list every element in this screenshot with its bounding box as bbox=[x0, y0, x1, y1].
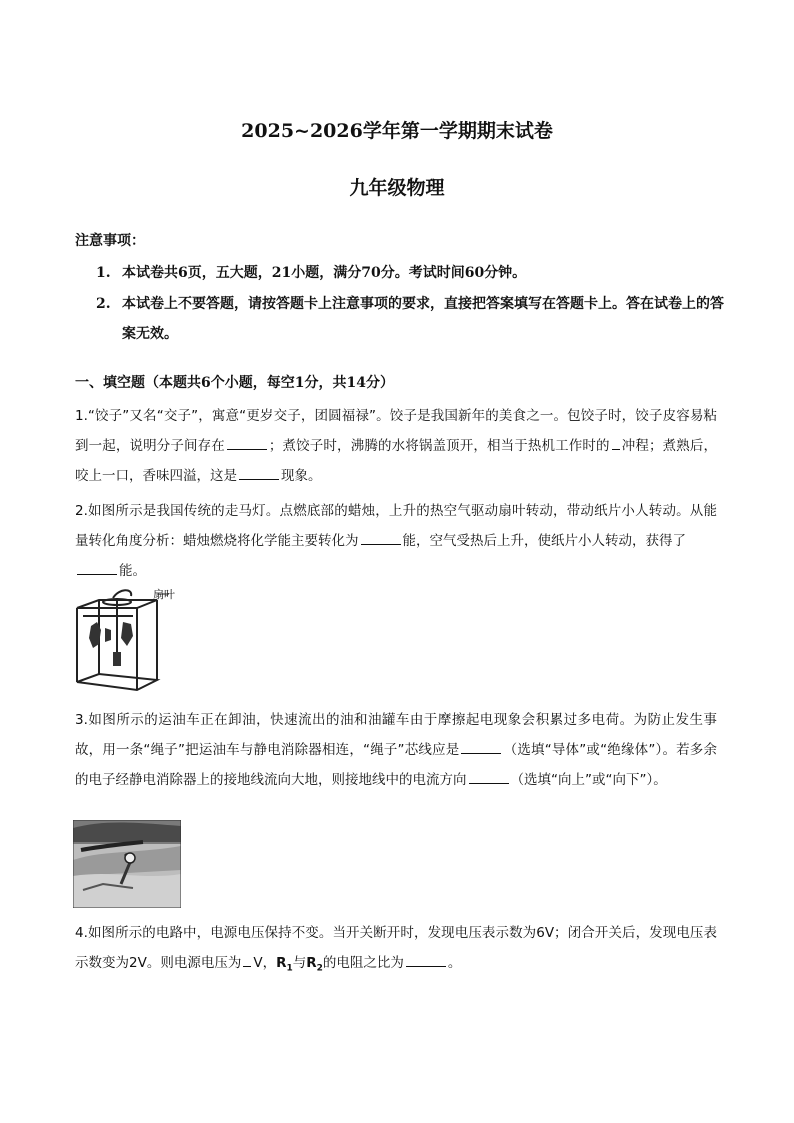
answer-blank bbox=[77, 559, 117, 575]
note-text: 本试卷共6页，五大题，21小题，满分70分。考试时间60分钟。 bbox=[122, 265, 527, 281]
answer-blank bbox=[612, 434, 620, 450]
q4-text-c: 的电阻之比为 bbox=[322, 955, 404, 971]
question-2 bbox=[75, 496, 717, 586]
q2-text-b: 能，空气受热后上升，使纸片小人转动，获得了 bbox=[402, 533, 686, 549]
r1-symbol: $R_1$ bbox=[276, 955, 293, 974]
fan-blade-label: 扇叶 bbox=[153, 589, 175, 601]
q4-text-a: 4.如图所示的电路中，电源电压保持不变。当开关断开时，发现电压表示数为6V；闭合开关后，发现电压表示数变为2V。则电源电压为 bbox=[75, 925, 717, 971]
note-text: 本试卷上不要答题，请按答题卡上注意事项的要求，直接把答案填写在答题卡上。答在试卷上的答案无效。 bbox=[122, 296, 724, 342]
q1-text-a: 1.“饺子”又名“交子”，寓意“更岁交子，团圆福禄”。饺子是我国新年的美食之一。包饺子时，饺子皮容易粘到一起，说明分子间存在 bbox=[75, 408, 717, 454]
section-heading: 一、填空题（本题共6个小题，每空1分，共14分） bbox=[75, 375, 394, 391]
question-3 bbox=[75, 705, 717, 795]
note-number: 1. bbox=[96, 265, 111, 281]
oil-truck-photo bbox=[73, 820, 181, 908]
q1-text-b: ；煮饺子时，沸腾的水将锅盖顶开，相当于热机工作时的 bbox=[268, 438, 610, 454]
answer-blank bbox=[227, 434, 267, 450]
answer-blank bbox=[469, 768, 509, 784]
q3-text-c: （选填“向上”或“向下”）。 bbox=[510, 772, 667, 788]
r2-symbol: $R_2$ bbox=[306, 955, 323, 974]
q2-text-c: 能。 bbox=[119, 563, 146, 579]
q3-text-b: （选填“导体”或“绝缘体”）。若多余的电子经静电消除器上的接地线流向大地，则接地线中的电流方向 bbox=[75, 742, 717, 788]
notes-heading: 注意事项： bbox=[75, 233, 145, 249]
q4-text-b: V， bbox=[253, 955, 277, 971]
lantern-figure bbox=[73, 586, 185, 698]
q4-text-d: 。 bbox=[447, 955, 462, 971]
note-item-1 bbox=[96, 258, 726, 288]
answer-blank bbox=[243, 951, 251, 967]
note-item-2 bbox=[96, 289, 726, 349]
q1-text-c: 冲程；煮熟后，咬上一口，香味四溢，这是 bbox=[75, 438, 718, 484]
answer-blank bbox=[461, 738, 501, 754]
answer-blank bbox=[406, 951, 446, 967]
exam-subject: 九年级物理 bbox=[349, 177, 445, 199]
question-1 bbox=[75, 401, 717, 491]
question-4 bbox=[75, 918, 717, 984]
answer-blank bbox=[239, 464, 279, 480]
q4-and: 与 bbox=[292, 955, 307, 971]
exam-title: 2025~2026学年第一学期期末试卷 bbox=[241, 120, 553, 142]
q1-text-d: 现象。 bbox=[281, 468, 322, 484]
q2-text-a: 2.如图所示是我国传统的走马灯。点燃底部的蜡烛，上升的热空气驱动扇叶转动，带动纸片小人转动。从能量转化角度分析：蜡烛燃烧将化学能主要转化为 bbox=[75, 503, 717, 549]
q3-text-a: 3.如图所示的运油车正在卸油，快速流出的油和油罐车由于摩擦起电现象会积累过多电荷。为防止发生事故，用一条“绳子”把运油车与静电消除器相连，“绳子”芯线应是 bbox=[75, 712, 717, 758]
answer-blank bbox=[361, 529, 401, 545]
note-number: 2. bbox=[96, 296, 111, 312]
